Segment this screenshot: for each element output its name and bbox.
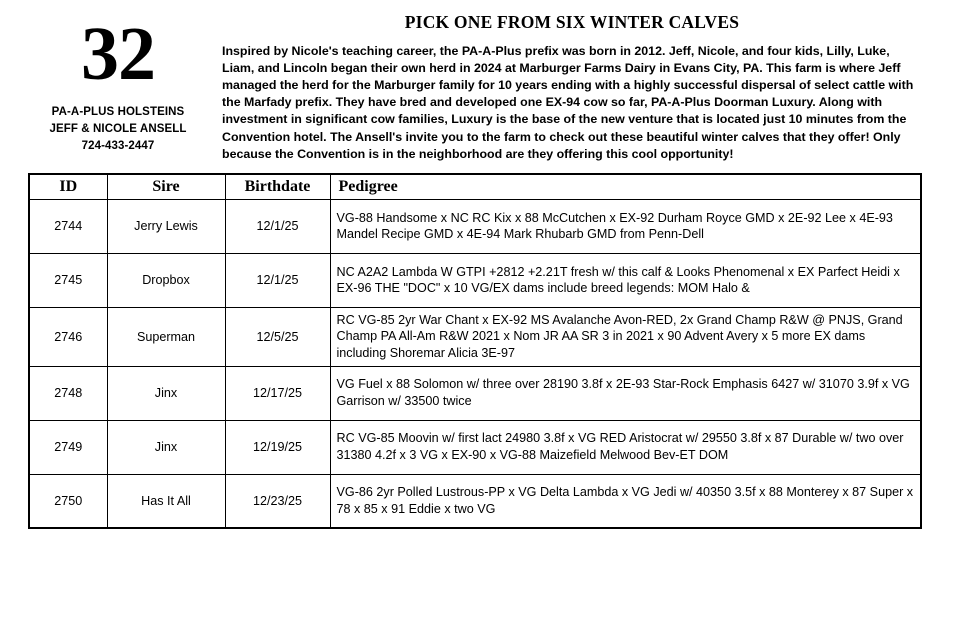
cell-sire: Jinx <box>107 366 225 420</box>
cell-birthdate: 12/1/25 <box>225 199 330 253</box>
table-header <box>29 174 921 200</box>
cell-sire: Dropbox <box>107 253 225 307</box>
page-title: PICK ONE FROM SIX WINTER CALVES <box>404 12 740 32</box>
table-row <box>29 474 921 528</box>
cell-sire: Jerry Lewis <box>107 199 225 253</box>
table-row <box>29 199 921 253</box>
cell-birthdate: 12/1/25 <box>225 253 330 307</box>
title-block <box>218 6 922 163</box>
table-body <box>29 199 921 528</box>
cell-pedigree: VG-86 2yr Polled Lustrous-PP x VG Delta Lambda x VG Jedi w/ 40350 3.5f x 88 Monterey x 87 Super x 78 x 85 x 91 Eddie x two VG <box>330 474 921 528</box>
lot-block <box>18 6 218 154</box>
cell-pedigree: VG Fuel x 88 Solomon w/ three over 28190 3.8f x 2E-93 Star-Rock Emphasis 6427 w/ 31070 3.9f x VG Garrison w/ 33500 twice <box>330 366 921 420</box>
cell-sire: Jinx <box>107 420 225 474</box>
column-header-birthdate: Birthdate <box>225 174 330 200</box>
calves-table-wrap <box>0 163 956 529</box>
cell-id: 2750 <box>29 474 107 528</box>
calves-table <box>28 173 922 529</box>
cell-id: 2745 <box>29 253 107 307</box>
consignor-owner-names: JEFF & NICOLE ANSELL <box>49 122 187 135</box>
column-header-pedigree: Pedigree <box>330 174 921 200</box>
cell-pedigree: RC VG-85 Moovin w/ first lact 24980 3.8f x VG RED Aristocrat w/ 29550 3.8f x 87 Durable w/ two over 31380 4.2f x 3 VG x EX-90 x VG-88 Maizefield Melwood Bev-ET DOM <box>330 420 921 474</box>
cell-sire: Has It All <box>107 474 225 528</box>
cell-pedigree: VG-88 Handsome x NC RC Kix x 88 McCutchen x EX-92 Durham Royce GMD x 2E-92 Lee x 4E-93 Mandel Recipe GMD x 4E-94 Mark Rhubarb GMD from Penn-Dell <box>330 199 921 253</box>
cell-id: 2746 <box>29 307 107 366</box>
column-header-id: ID <box>29 174 107 200</box>
column-header-sire: Sire <box>107 174 225 200</box>
consignor-description: Inspired by Nicole's teaching career, the PA-A-Plus prefix was born in 2012. Jeff, Nicole, and four kids, Lilly, Luke, Liam, and Lincoln began their own herd in 2024 at Marburger Farms Dairy in Evans City, PA. This farm is where Jeff managed the herd for the Marburger family for 10 years ending with a highly successful dispersal of select cattle with the Marfady prefix. They have bred and developed one EX-94 cow so far, PA-A-Plus Doorman Luxury. Along with investment in significant cow families, Luxury is the base of the new venture that is located just 10 minutes from the Convention hotel. The Ansell's invite you to the farm to check out these beautiful winter calves that they offer! Only because the Convention is in the neighborhood are they offering this cool opportunity! <box>222 44 914 161</box>
cell-pedigree: RC VG-85 2yr War Chant x EX-92 MS Avalanche Avon-RED, 2x Grand Champ R&W @ PNJS, Grand Champ PA All-Am R&W 2021 x Nom JR AA SR 3 in 2021 x 90 Advent Avery x 5 more EX dams including Shoremar Alicia 3E-97 <box>330 307 921 366</box>
cell-birthdate: 12/5/25 <box>225 307 330 366</box>
table-row <box>29 253 921 307</box>
table-row <box>29 307 921 366</box>
page-header <box>0 0 956 163</box>
cell-birthdate: 12/17/25 <box>225 366 330 420</box>
consignor-info <box>18 104 218 154</box>
cell-birthdate: 12/23/25 <box>225 474 330 528</box>
cell-id: 2749 <box>29 420 107 474</box>
cell-pedigree: NC A2A2 Lambda W GTPI +2812 +2.21T fresh w/ this calf & Looks Phenomenal x EX Parfect Heidi x EX-96 THE "DOC" x 10 VG/EX dams include breed legends: MOM Halo & <box>330 253 921 307</box>
cell-id: 2748 <box>29 366 107 420</box>
table-header-row <box>29 174 921 200</box>
cell-id: 2744 <box>29 199 107 253</box>
consignor-phone: 724-433-2447 <box>81 139 155 152</box>
table-row <box>29 420 921 474</box>
lot-number: 32 <box>81 12 155 96</box>
cell-sire: Superman <box>107 307 225 366</box>
consignor-farm-name: PA-A-PLUS HOLSTEINS <box>51 106 185 119</box>
cell-birthdate: 12/19/25 <box>225 420 330 474</box>
table-row <box>29 366 921 420</box>
